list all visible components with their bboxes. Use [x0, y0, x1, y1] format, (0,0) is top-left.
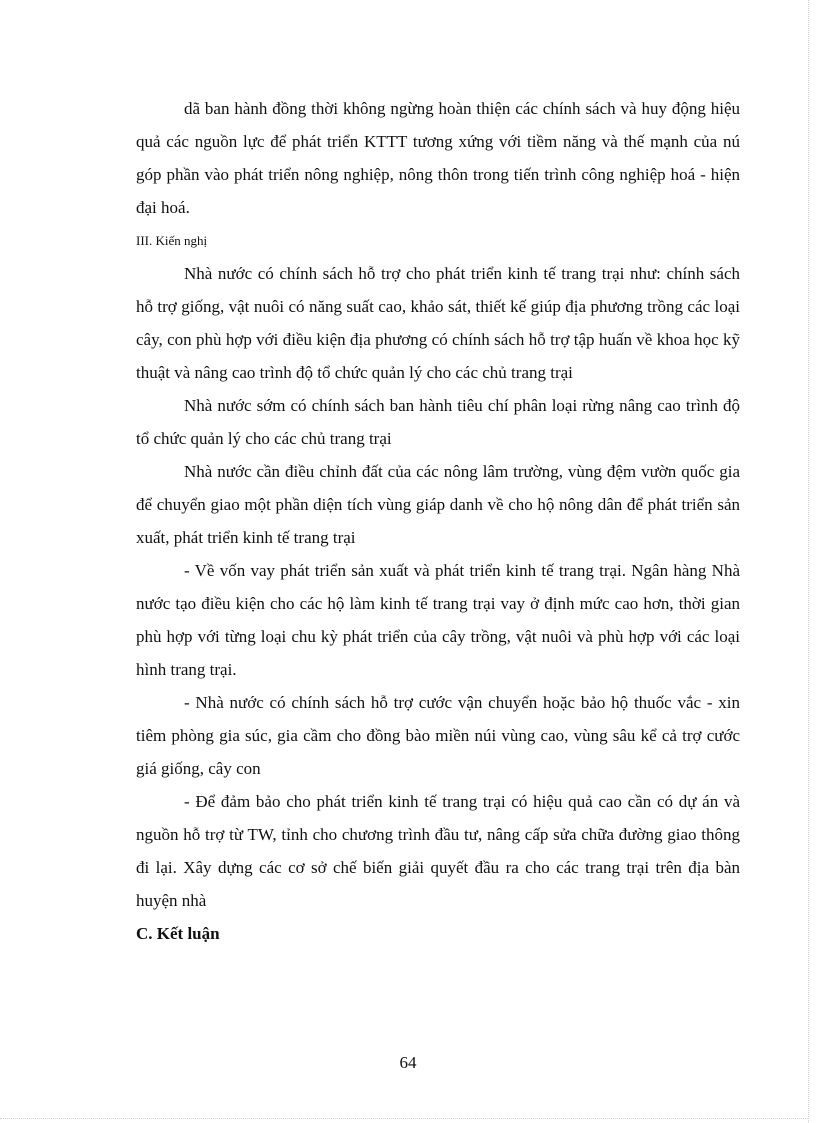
page-edge-right — [808, 0, 809, 1123]
page-number: 64 — [399, 1053, 417, 1072]
section-heading-recommendations: III. Kiến nghị — [136, 233, 208, 248]
page-content — [136, 92, 740, 950]
paragraph-land-adjustment: Nhà nước cần điều chỉnh đất của các nông lâm trường, vùng đệm vườn quốc gia để chuyển giao một phần diện tích vùng giáp danh về cho hộ nông dân để phát triển sản xuất, phát triển kinh tế trang trại — [136, 462, 740, 547]
paragraph-forest-classification: Nhà nước sớm có chính sách ban hành tiêu chí phân loại rừng nâng cao trình độ tổ chức quản lý cho các chủ trang trại — [136, 396, 740, 448]
paragraph-support-policy: Nhà nước có chính sách hỗ trợ cho phát triển kinh tế trang trại như: chính sách hỗ trợ giống, vật nuôi có năng suất cao, khảo sát, thiết kế giúp địa phương trồng các loại cây, con phù hợp với điều kiện địa phương có chính sách hỗ trợ tập huấn về khoa học kỹ thuật và nâng cao trình độ tổ chức quản lý cho các chủ trang trại — [136, 264, 740, 382]
paragraph-transport-subsidy: - Nhà nước có chính sách hỗ trợ cước vận chuyển hoặc bảo hộ thuốc vắc - xin tiêm phòng gia súc, gia cầm cho đồng bào miền núi vùng cao, vùng sâu kể cả trợ cước giá giống, cây con — [136, 693, 740, 778]
paragraph-loan-capital: - Về vốn vay phát triển sản xuất và phát triển kinh tế trang trại. Ngân hàng Nhà nước tạo điều kiện cho các hộ làm kinh tế trang trại vay ở định mức cao hơn, thời gian phù hợp với từng loại chu kỳ phát triển của cây trồng, vật nuôi và phù hợp với các loại hình trang trại. — [136, 561, 740, 679]
conclusion-heading: C. Kết luận — [136, 924, 220, 943]
paragraph-infrastructure: - Để đảm bảo cho phát triển kinh tế trang trại có hiệu quả cao cần có dự án và nguồn hỗ trợ từ TW, tỉnh cho chương trình đầu tư, nâng cấp sửa chữa đường giao thông đi lại. Xây dựng các cơ sở chế biến giải quyết đầu ra cho các trang trại trên địa bàn huyện nhà — [136, 792, 740, 910]
paragraph-continuation: dã ban hành đồng thời không ngừng hoàn thiện các chính sách và huy động hiệu quả các nguồn lực để phát triển KTTT tương xứng với tiềm năng và thế mạnh của nú góp phần vào phát triển nông nghiệp, nông thôn trong tiến trình công nghiệp hoá - hiện đại hoá. — [136, 99, 740, 217]
page-edge-bottom — [0, 1118, 808, 1119]
